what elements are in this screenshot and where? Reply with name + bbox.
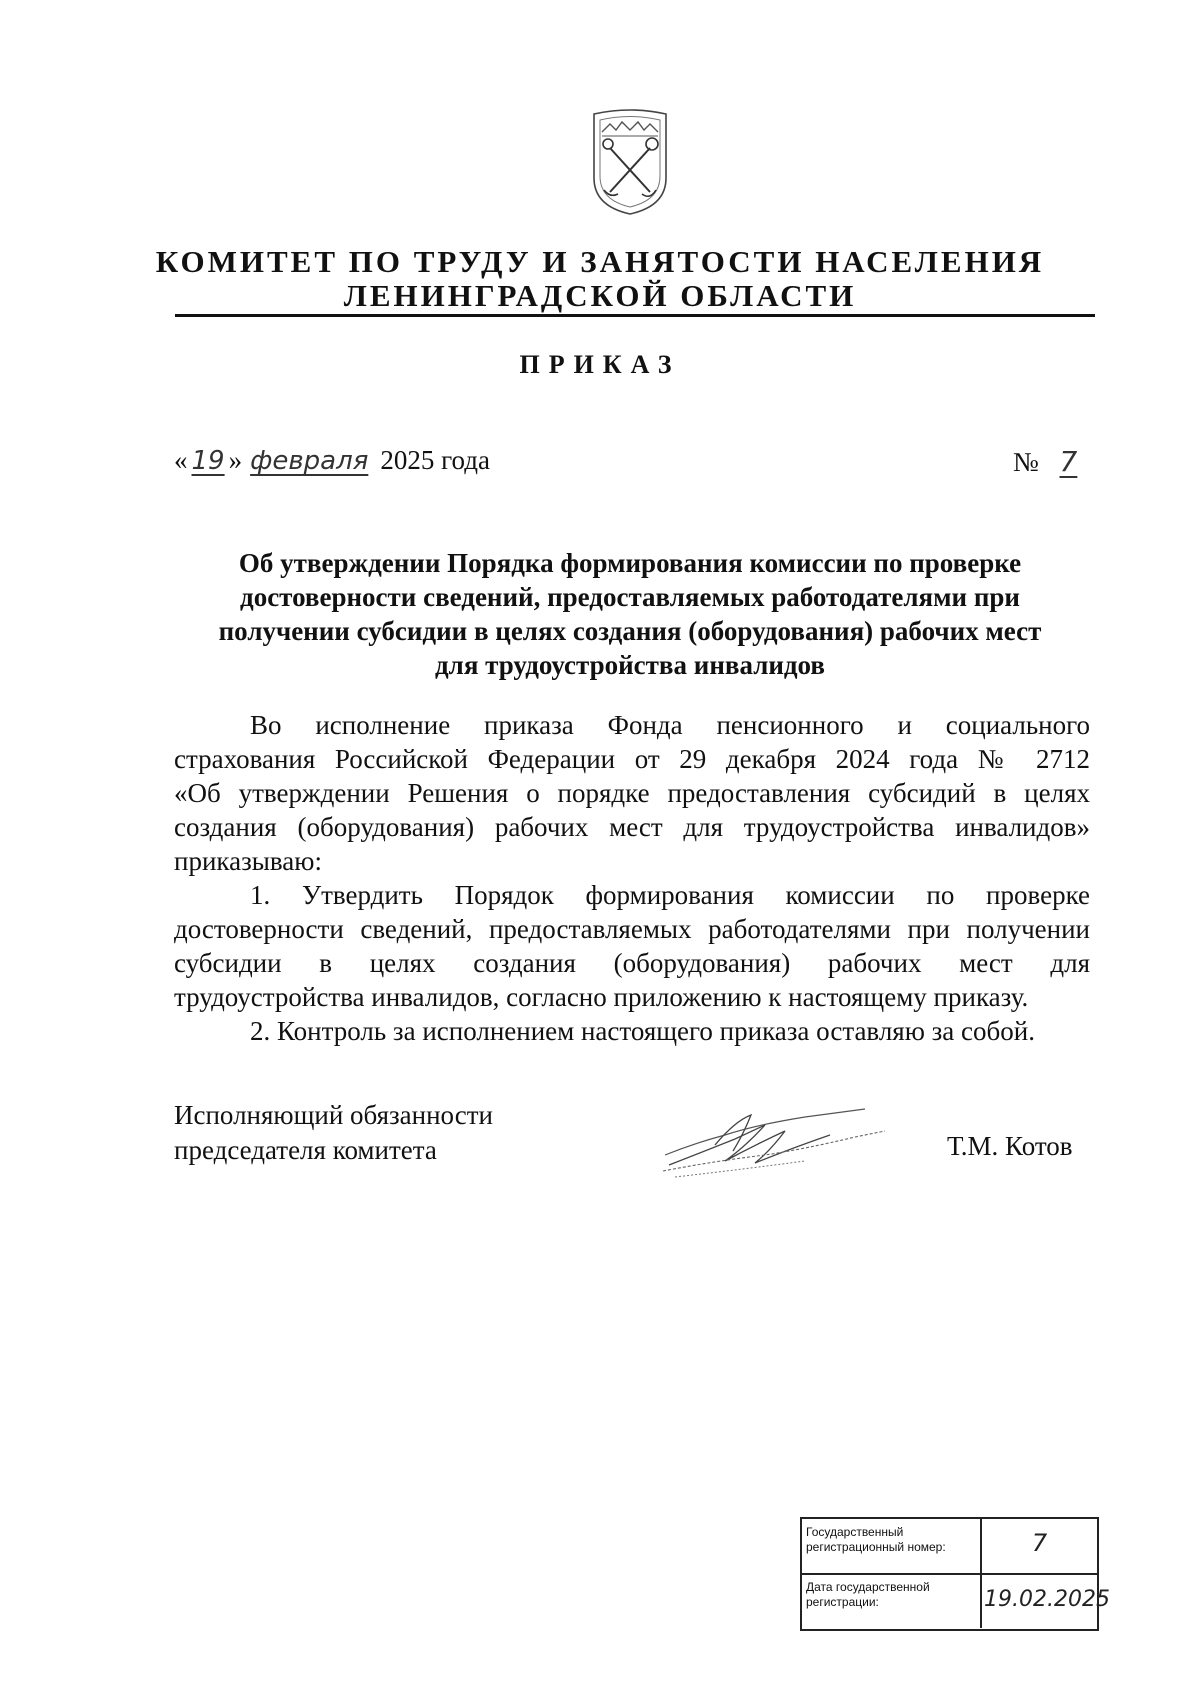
- registration-number-row: [802, 1519, 1097, 1575]
- title-line: получении субсидии в целях создания (оборудования) рабочих мест: [218, 616, 1042, 646]
- body-line: страхования Российской Федерации от 29 декабря 2024 года № 2712: [174, 744, 1090, 774]
- title-line: для трудоустройства инвалидов: [435, 650, 825, 680]
- body-line: приказываю:: [174, 846, 322, 876]
- order-date: [174, 445, 490, 476]
- date-close-quote: »: [228, 445, 243, 475]
- order-title: [200, 546, 1060, 682]
- order-number: [1013, 445, 1091, 478]
- body-line: Во исполнение приказа Фонда пенсионного и социального: [250, 710, 1090, 740]
- number-sign: №: [1013, 447, 1039, 477]
- registration-date-value: 19.02.2025: [984, 1587, 1110, 1612]
- registration-stamp: [800, 1517, 1110, 1631]
- date-year-text: 2025 года: [380, 445, 490, 475]
- stamp-column-divider: [980, 1519, 982, 1573]
- handwritten-signature: [655, 1095, 895, 1185]
- organization-name-line-2: ЛЕНИНГРАДСКОЙ ОБЛАСТИ: [343, 278, 857, 313]
- handwritten-month: февраля: [250, 446, 369, 476]
- document-type-heading: ПРИКАЗ: [519, 350, 681, 379]
- stamp-column-divider: [980, 1574, 982, 1628]
- body-line: 1. Утвердить Порядок формирования комиссии по проверке: [250, 880, 1090, 910]
- body-line: 2. Контроль за исполнением настоящего приказа оставляю за собой.: [250, 1016, 1035, 1046]
- handwritten-day: 19: [191, 446, 225, 476]
- signatory-position: [174, 1098, 493, 1168]
- coat-of-arms-emblem: [588, 108, 672, 218]
- position-line-2: председателя комитета: [174, 1135, 437, 1165]
- body-line: субсидии в целях создания (оборудования) рабочих мест для: [174, 948, 1090, 978]
- registration-number-value: 7: [1031, 1529, 1048, 1557]
- body-line: трудоустройства инвалидов, согласно приложению к настоящему приказу.: [174, 982, 1029, 1012]
- title-line: Об утверждении Порядка формирования комиссии по проверке: [238, 548, 1022, 578]
- header-divider: [175, 314, 1095, 317]
- registration-number-label: Государственный регистрационный номер:: [806, 1525, 946, 1554]
- order-body: [174, 708, 1090, 1048]
- body-line: создания (оборудования) рабочих мест для трудоустройства инвалидов»: [174, 812, 1090, 842]
- registration-date-row: [802, 1574, 1110, 1628]
- position-line-1: Исполняющий обязанности: [174, 1100, 493, 1130]
- body-line: «Об утверждении Решения о порядке предоставления субсидий в целях: [174, 778, 1090, 808]
- title-line: достоверности сведений, предоставляемых работодателями при: [240, 582, 1020, 612]
- date-open-quote: «: [174, 445, 188, 475]
- body-line: достоверности сведений, предоставляемых работодателями при получении: [174, 914, 1090, 944]
- handwritten-number: 7: [1059, 445, 1078, 478]
- organization-name-line-1: КОМИТЕТ ПО ТРУДУ И ЗАНЯТОСТИ НАСЕЛЕНИЯ: [155, 244, 1045, 279]
- registration-date-label: Дата государственной регистрации:: [806, 1580, 930, 1609]
- signatory-name: Т.М. Котов: [947, 1131, 1073, 1161]
